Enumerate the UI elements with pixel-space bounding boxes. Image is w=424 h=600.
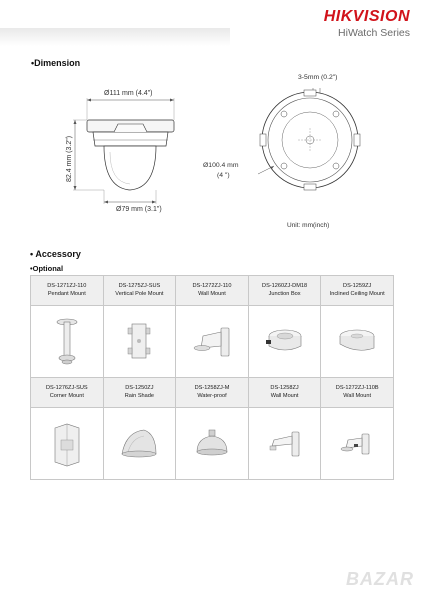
rain-shade-icon (114, 416, 164, 472)
accessory-header (321, 276, 394, 306)
accessory-image-cell (176, 408, 249, 480)
accessory-header (176, 378, 249, 408)
accessory-header (31, 378, 104, 408)
accessory-name: Wall Mount (198, 290, 226, 297)
unit-note: Unit: mm(inch) (287, 222, 330, 229)
accessory-name: Corner Mount (49, 392, 84, 399)
wall-mount-arm-icon (260, 416, 310, 472)
accessory-header-row-1 (31, 276, 394, 306)
accessory-model: DS-1271ZJ-110 (47, 283, 87, 290)
accessory-model: DS-1272ZJ-110 (192, 283, 232, 290)
bottom-view-drawing (240, 70, 380, 210)
wall-mount-b-icon (332, 416, 382, 472)
accessory-model: DS-1260ZJ-DM18 (262, 283, 308, 290)
corner-mount-icon (47, 416, 87, 472)
brand-series: HiWatch Series (338, 27, 410, 39)
optional-label: •Optional (30, 264, 64, 273)
brand-name: HIKVISION (323, 8, 410, 25)
accessory-name: Water-proof (197, 392, 227, 399)
accessory-image-cell (248, 408, 321, 480)
accessory-image-cell (321, 408, 394, 480)
accessory-header (248, 378, 321, 408)
accessory-model: DS-1258ZJ (270, 385, 299, 392)
accessory-header (103, 378, 176, 408)
accessory-name: Rain Shade (124, 392, 154, 399)
accessory-header (103, 276, 176, 306)
accessory-model: DS-1259ZJ (343, 283, 372, 290)
accessory-title: • Accessory (30, 249, 81, 259)
accessory-model: DS-1258ZJ-M (194, 385, 230, 392)
accessory-name: Vertical Pole Mount (115, 290, 164, 297)
accessory-model: DS-1272ZJ-110B (335, 385, 379, 392)
accessory-image-cell (248, 306, 321, 378)
accessory-image-cell (176, 306, 249, 378)
inner-diameter-inch-label: (4 ") (217, 172, 230, 179)
pole-mount-icon (119, 314, 159, 370)
accessory-model: DS-1275ZJ-SUS (118, 283, 161, 290)
accessory-image-row-1 (31, 306, 394, 378)
accessory-image-cell (31, 306, 104, 378)
inner-diameter-label: Ø100.4 mm (203, 162, 239, 169)
accessory-image-row-2 (31, 408, 394, 480)
accessory-model: DS-1250ZJ (125, 385, 154, 392)
accessory-name: Inclined Ceiling Mount (329, 290, 385, 297)
accessory-header (176, 276, 249, 306)
accessory-header-row-2 (31, 378, 394, 408)
watermark: BAZAR (346, 569, 414, 589)
accessory-image-cell (321, 306, 394, 378)
accessory-table (30, 275, 394, 480)
diameter-bottom-label: Ø79 mm (3.1") (116, 206, 162, 213)
inclined-ceiling-mount-icon (332, 314, 382, 370)
brand-logo (324, 8, 410, 39)
accessory-image-cell (31, 408, 104, 480)
accessory-name: Wall Mount (343, 392, 372, 399)
accessory-name: Junction Box (268, 290, 301, 297)
pendant-mount-icon (47, 314, 87, 370)
accessory-image-cell (103, 408, 176, 480)
accessory-model: DS-1276ZJ-SUS (45, 385, 88, 392)
accessory-header (321, 378, 394, 408)
gap-label: 3-5mm (0.2") (298, 74, 338, 81)
header-divider (0, 28, 230, 46)
accessory-name: Wall Mount (270, 392, 299, 399)
dimension-title: •Dimension (31, 58, 81, 68)
accessory-name: Pendant Mount (47, 290, 86, 297)
height-label: 82.4 mm (3.2") (66, 135, 73, 182)
side-view-drawing (60, 80, 200, 220)
accessory-header (31, 276, 104, 306)
accessory-header (248, 276, 321, 306)
wall-mount-icon (187, 314, 237, 370)
accessory-image-cell (103, 306, 176, 378)
diameter-top-label: Ø111 mm (4.4") (104, 90, 153, 97)
waterproof-icon (187, 416, 237, 472)
junction-box-icon (260, 314, 310, 370)
